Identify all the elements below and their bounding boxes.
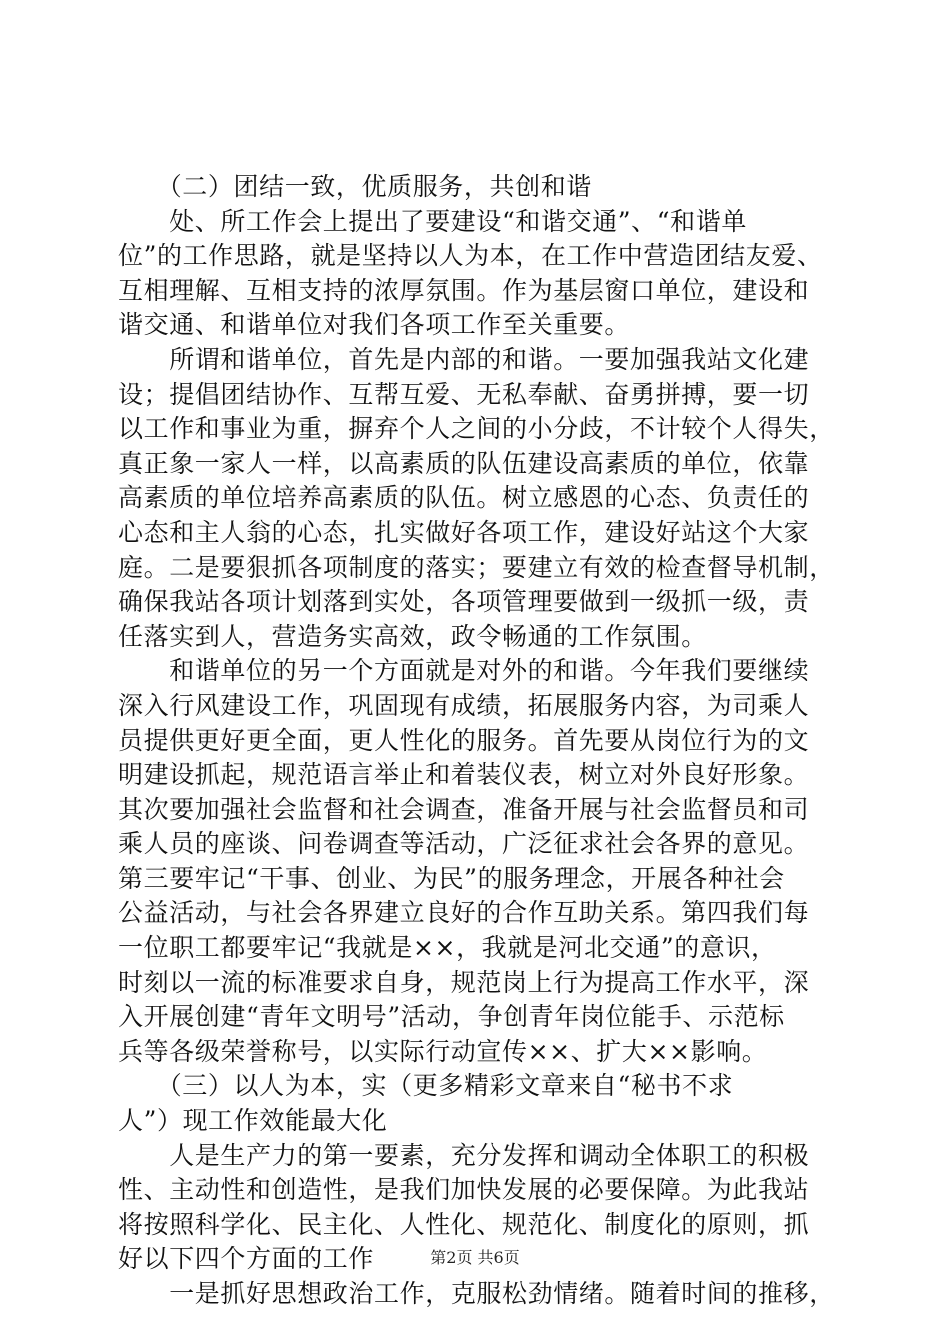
page-number: 第2页 共6页	[430, 1248, 520, 1267]
text-line: 高素质的单位培养高素质的队伍。树立感恩的心态、负责任的	[118, 483, 810, 513]
text-line: 性、主动性和创造性，是我们加快发展的必要保障。为此我站	[118, 1175, 810, 1205]
text-line: 确保我站各项计划落到实处，各项管理要做到一级抓一级，责	[118, 587, 810, 617]
text-line: （二）团结一致，优质服务，共创和谐	[118, 172, 592, 201]
text-line: 人是生产力的第一要素，充分发挥和调动全体职工的积极	[118, 1140, 810, 1170]
text-line: 入开展创建“青年文明号”活动，争创青年岗位能手、示范标	[118, 1002, 785, 1032]
text-line: 处、所工作会上提出了要建设“和谐交通”、“和谐单	[118, 206, 747, 236]
document-body	[118, 170, 838, 1312]
text-line: 庭。二是要狠抓各项制度的落实；要建立有效的检查督导机制，	[118, 552, 835, 582]
text-line: （三）以人为本，实（更多精彩文章来自“秘书不求	[118, 1071, 734, 1101]
text-line: 好以下四个方面的工作	[118, 1244, 375, 1274]
text-line: 乘人员的座谈、问卷调查等活动，广泛征求社会各界的意见。	[118, 829, 810, 859]
text-line: 任落实到人，营造务实高效，政令畅通的工作氛围。	[118, 621, 707, 651]
text-line: 公益活动，与社会各界建立良好的合作互助关系。第四我们每	[118, 898, 810, 928]
text-line: 所谓和谐单位，首先是内部的和谐。一要加强我站文化建	[118, 344, 810, 374]
text-line: 谐交通、和谐单位对我们各项工作至关重要。	[118, 310, 631, 340]
text-line: 互相理解、互相支持的浓厚氛围。作为基层窗口单位，建设和	[118, 275, 810, 305]
text-line: 深入行风建设工作，巩固现有成绩，拓展服务内容，为司乘人	[118, 690, 810, 720]
text-line: 真正象一家人一样，以高素质的队伍建设高素质的单位，依靠	[118, 448, 810, 478]
text-line: 设；提倡团结协作、互帮互爱、无私奉献、奋勇拼搏，要一切	[118, 379, 810, 409]
text-line: 将按照科学化、民主化、人性化、规范化、制度化的原则，抓	[118, 1209, 810, 1239]
text-line: 一位职工都要牢记“我就是××，我就是河北交通”的意识，	[118, 933, 777, 963]
text-line: 其次要加强社会监督和社会调查，准备开展与社会监督员和司	[118, 794, 810, 824]
text-line: 第三要牢记“干事、创业、为民”的服务理念，开展各种社会	[118, 863, 785, 893]
text-line: 以工作和事业为重，摒弃个人之间的小分歧，不计较个人得失，	[118, 414, 835, 444]
text-line: 员提供更好更全面，更人性化的服务。首先要从岗位行为的文	[118, 725, 810, 755]
text-line: 一是抓好思想政治工作，克服松劲情绪。随着时间的推移，	[118, 1279, 835, 1308]
text-line: 心态和主人翁的心态，扎实做好各项工作，建设好站这个大家	[118, 517, 810, 547]
text-line: 兵等各级荣誉称号，以实际行动宣传××、扩大××影响。	[118, 1036, 768, 1066]
text-line: 人”）现工作效能最大化	[118, 1106, 388, 1136]
text-line: 和谐单位的另一个方面就是对外的和谐。今年我们要继续	[118, 656, 810, 686]
text-line: 位”的工作思路，就是坚持以人为本，在工作中营造团结友爱、	[118, 241, 823, 271]
text-line: 时刻以一流的标准要求自身，规范岗上行为提高工作水平，深	[118, 967, 810, 997]
text-line: 明建设抓起，规范语言举止和着装仪表，树立对外良好形象。	[118, 760, 810, 790]
page-footer	[0, 1245, 950, 1268]
